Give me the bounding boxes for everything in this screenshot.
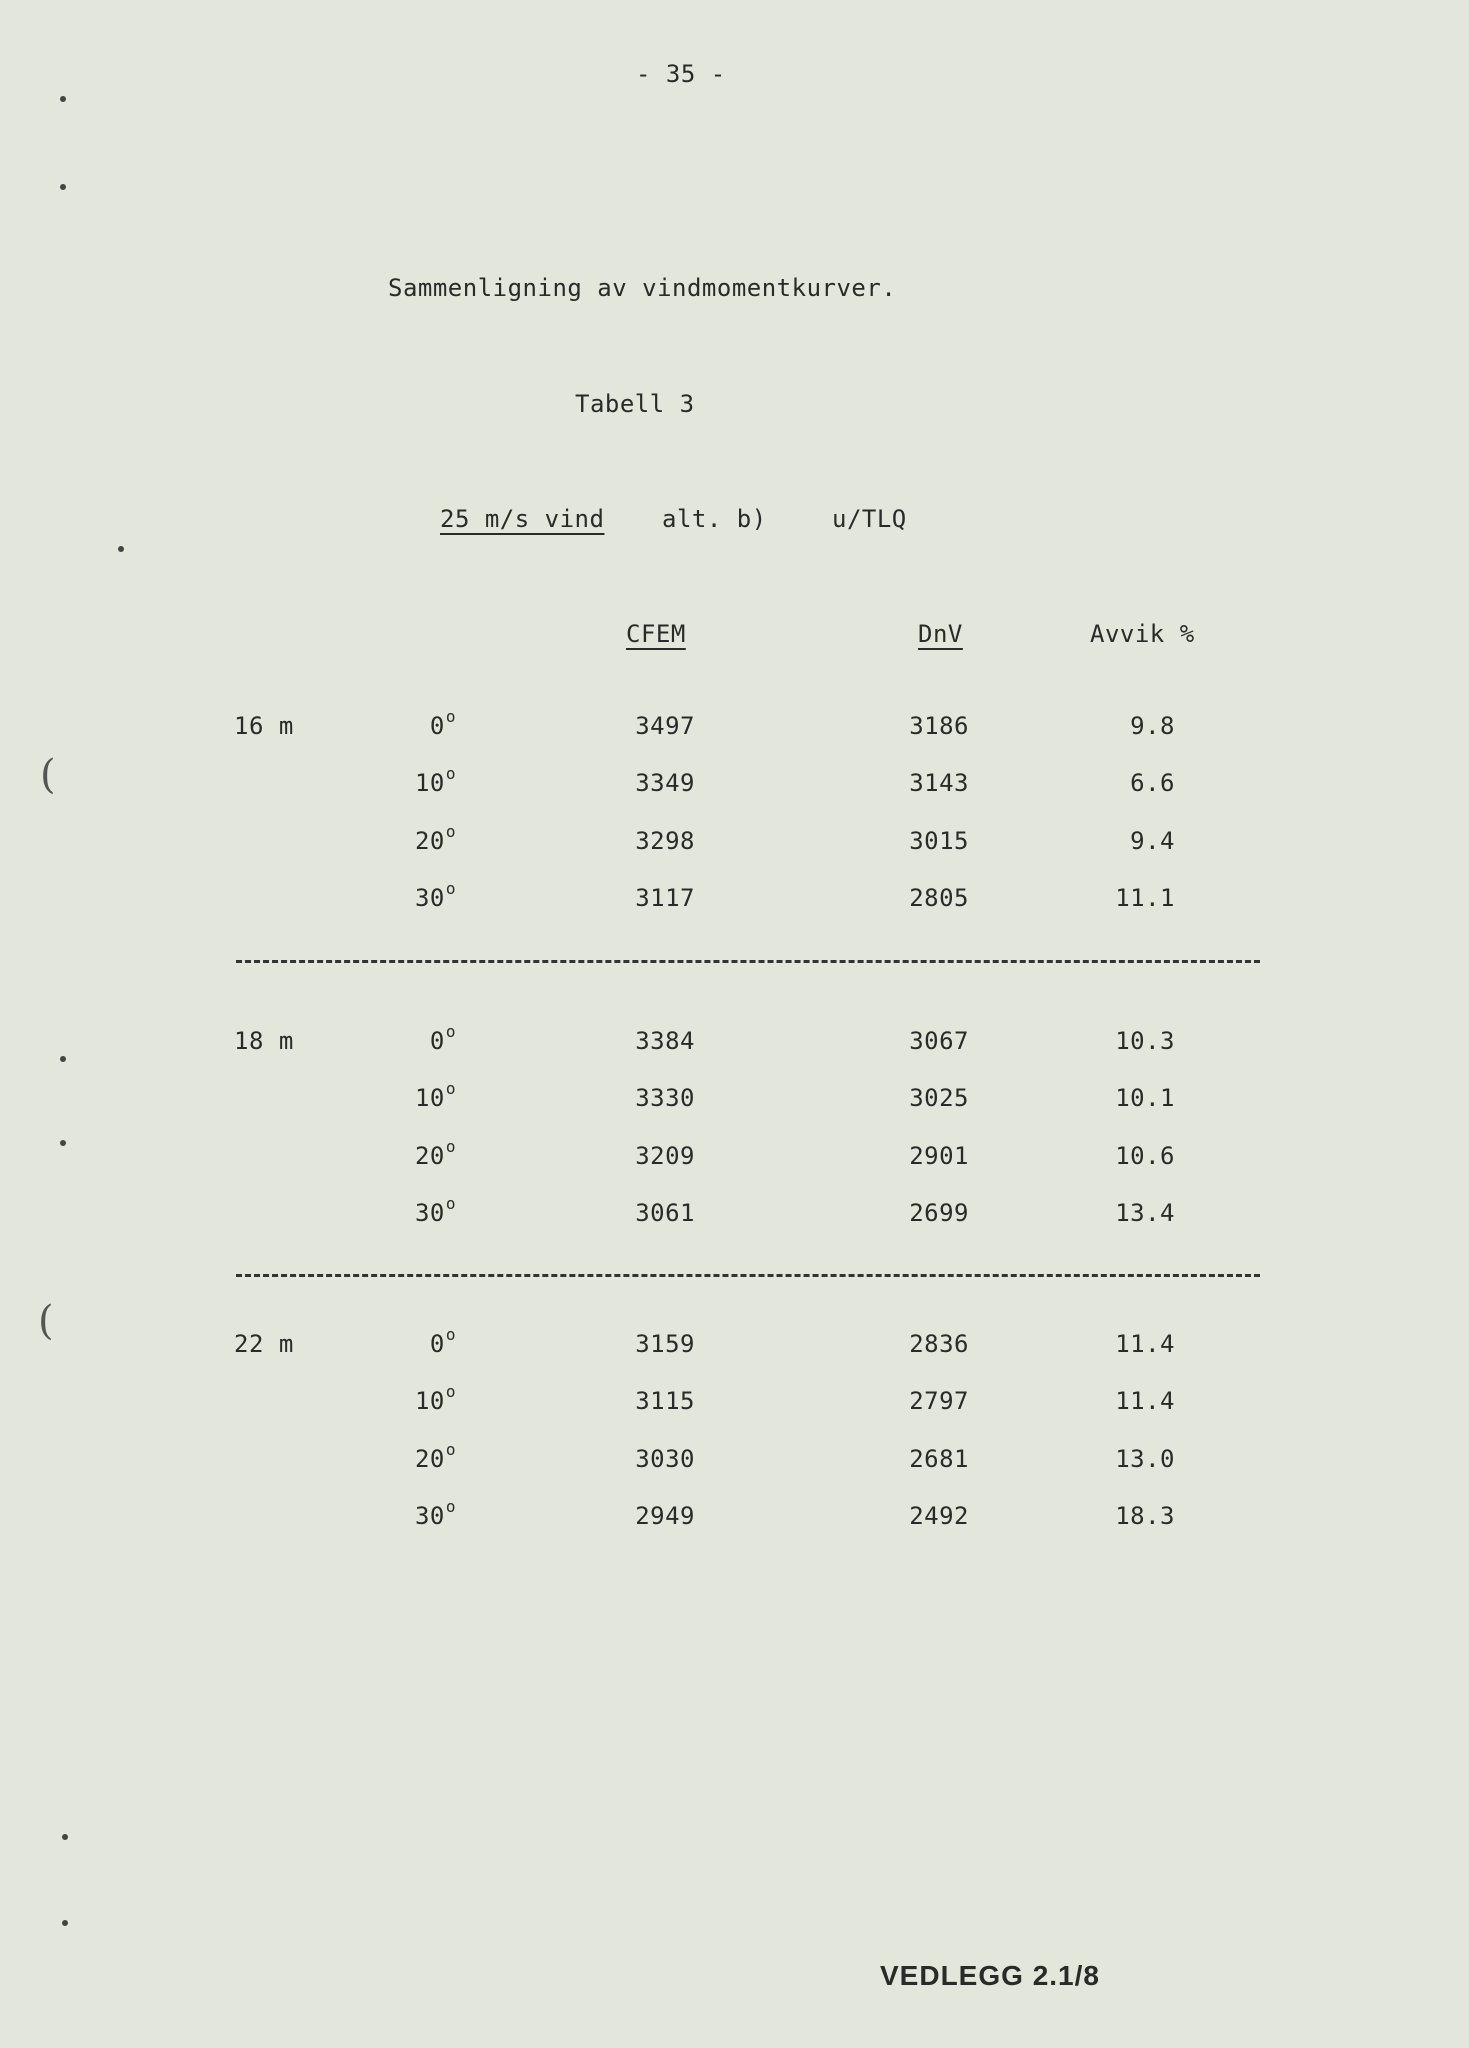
degree-symbol: o <box>445 821 456 841</box>
angle-cell <box>380 1382 456 1416</box>
degree-symbol: o <box>445 1439 456 1459</box>
tlq-condition: u/TLQ <box>832 505 907 533</box>
scan-speck <box>60 1056 66 1062</box>
cfem-cell: 3330 <box>635 1084 695 1113</box>
degree-symbol: o <box>445 1325 456 1344</box>
cfem-cell: 3115 <box>635 1387 695 1416</box>
angle-value: 20 <box>414 1141 445 1170</box>
degree-symbol: o <box>445 1193 456 1213</box>
angle-cell <box>380 707 456 740</box>
angle-cell <box>380 878 456 912</box>
wind-condition: 25 m/s vind <box>440 505 605 533</box>
column-header-avvik: Avvik % <box>1090 620 1195 648</box>
angle-value: 30 <box>414 1501 445 1530</box>
angle-value: 20 <box>414 1444 445 1473</box>
avvik-cell: 13.0 <box>1115 1444 1175 1473</box>
avvik-cell: 11.4 <box>1115 1330 1175 1358</box>
avvik-cell: 18.3 <box>1115 1501 1175 1530</box>
alt-condition: alt. b) <box>662 505 767 533</box>
angle-cell <box>380 821 456 855</box>
degree-symbol: o <box>445 1022 456 1041</box>
degree-symbol: o <box>445 1382 456 1402</box>
angle-cell <box>380 1022 456 1055</box>
angle-value: 0 <box>429 1330 445 1358</box>
scan-speck <box>62 1834 68 1840</box>
angle-cell <box>380 1325 456 1358</box>
cfem-cell: 3117 <box>635 883 695 912</box>
avvik-cell: 6.6 <box>1130 769 1175 798</box>
group-height-label: 22 m <box>234 1330 294 1358</box>
scan-speck <box>60 96 66 102</box>
degree-symbol: o <box>445 1496 456 1516</box>
group-height-label: 16 m <box>234 712 294 740</box>
dnv-cell: 2492 <box>909 1501 969 1530</box>
cfem-cell: 3298 <box>635 826 695 855</box>
dnv-cell: 2836 <box>909 1330 969 1358</box>
margin-mark: ( <box>38 1298 54 1344</box>
appendix-label: VEDLEGG 2.1/8 <box>880 1960 1100 1991</box>
avvik-cell: 10.3 <box>1115 1027 1175 1055</box>
group-height-label: 18 m <box>234 1027 294 1055</box>
degree-symbol: o <box>445 878 456 898</box>
angle-value: 0 <box>429 712 445 740</box>
degree-symbol: o <box>445 1079 456 1099</box>
column-header-cfem: CFEM <box>626 620 686 648</box>
group-separator <box>236 960 1260 963</box>
degree-symbol: o <box>445 1136 456 1156</box>
avvik-cell: 10.6 <box>1115 1141 1175 1170</box>
angle-cell <box>380 1136 456 1170</box>
scan-speck <box>62 1920 68 1926</box>
document-heading: Sammenligning av vindmomentkurver. <box>388 274 897 302</box>
angle-cell <box>380 1193 456 1227</box>
angle-cell <box>380 1079 456 1113</box>
dnv-cell: 2797 <box>909 1387 969 1416</box>
angle-value: 0 <box>429 1027 445 1055</box>
scan-speck <box>60 1140 66 1146</box>
avvik-cell: 11.1 <box>1115 883 1175 912</box>
angle-value: 20 <box>414 826 445 855</box>
dnv-cell: 3025 <box>909 1084 969 1113</box>
dnv-cell: 3015 <box>909 826 969 855</box>
scan-speck <box>118 546 124 552</box>
avvik-cell: 13.4 <box>1115 1198 1175 1227</box>
cfem-cell: 3349 <box>635 769 695 798</box>
table-title: Tabell 3 <box>575 390 695 418</box>
angle-value: 10 <box>414 1387 445 1416</box>
dnv-cell: 2805 <box>909 883 969 912</box>
angle-cell <box>380 1439 456 1473</box>
dnv-cell: 3143 <box>909 769 969 798</box>
cfem-cell: 3209 <box>635 1141 695 1170</box>
avvik-cell: 11.4 <box>1115 1387 1175 1416</box>
avvik-cell: 9.4 <box>1130 826 1175 855</box>
avvik-cell: 10.1 <box>1115 1084 1175 1113</box>
dnv-cell: 3186 <box>909 712 969 740</box>
avvik-cell: 9.8 <box>1130 712 1175 740</box>
page-number: - 35 - <box>636 60 726 88</box>
degree-symbol: o <box>445 764 456 784</box>
cfem-cell: 2949 <box>635 1501 695 1530</box>
cfem-cell: 3384 <box>635 1027 695 1055</box>
scan-speck <box>60 184 66 190</box>
dnv-cell: 2681 <box>909 1444 969 1473</box>
angle-value: 30 <box>414 883 445 912</box>
cfem-cell: 3159 <box>635 1330 695 1358</box>
dnv-cell: 3067 <box>909 1027 969 1055</box>
cfem-cell: 3061 <box>635 1198 695 1227</box>
angle-value: 30 <box>414 1198 445 1227</box>
angle-cell <box>380 1496 456 1530</box>
dnv-cell: 2699 <box>909 1198 969 1227</box>
degree-symbol: o <box>445 707 456 726</box>
margin-mark: ( <box>40 752 56 798</box>
dnv-cell: 2901 <box>909 1141 969 1170</box>
column-header-dnv: DnV <box>918 620 963 648</box>
angle-value: 10 <box>414 769 445 798</box>
angle-cell <box>380 764 456 798</box>
cfem-cell: 3030 <box>635 1444 695 1473</box>
cfem-cell: 3497 <box>635 712 695 740</box>
group-separator <box>236 1274 1260 1277</box>
angle-value: 10 <box>414 1084 445 1113</box>
